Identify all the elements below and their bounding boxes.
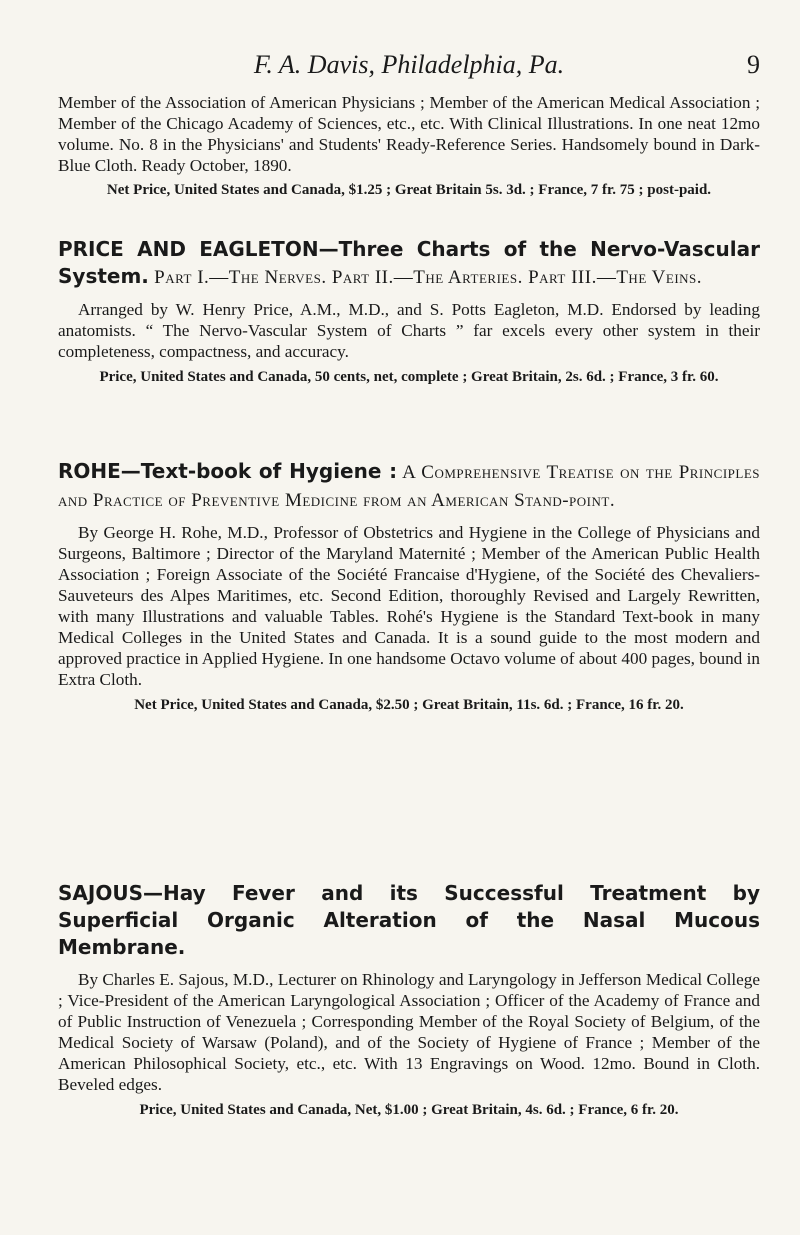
entry-title-main: ROHE—Text-book of Hygiene :: [58, 459, 398, 483]
page-number: 9: [747, 50, 760, 79]
entry-title-sub: Part I.—The Nerves. Part II.—The Arteries. Part III.—The Veins.: [148, 267, 703, 288]
entry-title: SAJOUS—Hay Fever and its Successful Treatment by Superficial Organic Alteration of the Nasal Mucous Membrane.: [58, 881, 760, 959]
running-header: [58, 50, 760, 80]
entry-price: Net Price, United States and Canada, $2.50 ; Great Britain, 11s. 6d. ; France, 16 fr. 20.: [134, 697, 684, 713]
entry-price: Net Price, United States and Canada, $1.25 ; Great Britain 5s. 3d. ; France, 7 fr. 75 ; post-paid.: [106, 182, 712, 198]
entry-title: [58, 236, 760, 291]
catalog-entry-continued: [58, 92, 760, 200]
entry-price: Price, United States and Canada, Net, $1.00 ; Great Britain, 4s. 6d. ; France, 6 fr. 20.: [139, 1102, 679, 1118]
running-title: F. A. Davis, Philadelphia, Pa.: [253, 50, 565, 79]
entry-description: By Charles E. Sajous, M.D., Lecturer on Rhinology and Laryngology in Jefferson Medical College ; Vice-President of the American Laryngological Association ; Officer of the Academy of France and of Public Instruction of Venezuela ; Corresponding Member of the Royal Society of Belgium, of the Medical Society of Warsaw (Poland), and of the Society of Hygiene of France ; Member of the American Philosophical Society, etc., etc. With 13 Engravings on Wood. 12mo. Bound in Cloth. Beveled edges.: [58, 970, 760, 1094]
catalog-entry-sajous: [58, 880, 760, 1120]
entry-description: By George H. Rohe, M.D., Professor of Obstetrics and Hygiene in the College of Physicians and Surgeons, Baltimore ; Director of the Maryland Maternité ; Member of the American Public Health Association ; Foreign Associate of the Société Francaise d'Hygiene, of the Société des Chevaliers-Sauveteurs des Alpes Maritimes, etc. Second Edition, thoroughly Revised and Largely Rewritten, with many Illustrations and valuable Tables. Rohé's Hygiene is the Standard Text-book in many Medical Colleges in the United States and Canada. It is a sound guide to the most modern and approved practice in Applied Hygiene. In one handsome Octavo volume of about 400 pages, bound in Extra Cloth.: [58, 523, 760, 689]
entry-description: Arranged by W. Henry Price, A.M., M.D., and S. Potts Eagleton, M.D. Endorsed by leading anatomists. “ The Nervo-Vascular System of Charts ” far excels every other system in their completeness, compactness, and accuracy.: [58, 300, 760, 361]
entry-title: [58, 458, 760, 514]
entry-description: Member of the Association of American Physicians ; Member of the American Medical Association ; Member of the Chicago Academy of Sciences, etc., etc. With Clinical Illustrations. In one neat 12mo volume. No. 8 in the Physicians' and Students' Ready-Reference Series. Handsomely bound in Dark-Blue Cloth. Ready October, 1890.: [58, 93, 760, 175]
catalog-entry-rohe: [58, 458, 760, 715]
entry-title-sub: A Comprehensive Treatise on the Principles and Practice of Preventive Medicine from an American Stand-point.: [58, 462, 760, 511]
entry-price: Price, United States and Canada, 50 cents, net, complete ; Great Britain, 2s. 6d. ; France, 3 fr. 60.: [99, 369, 719, 385]
entry-title-main: PRICE AND EAGLETON—Three Charts of the Nervo-Vascular System.: [58, 237, 760, 288]
catalog-entry-price-eagleton: [58, 236, 760, 387]
